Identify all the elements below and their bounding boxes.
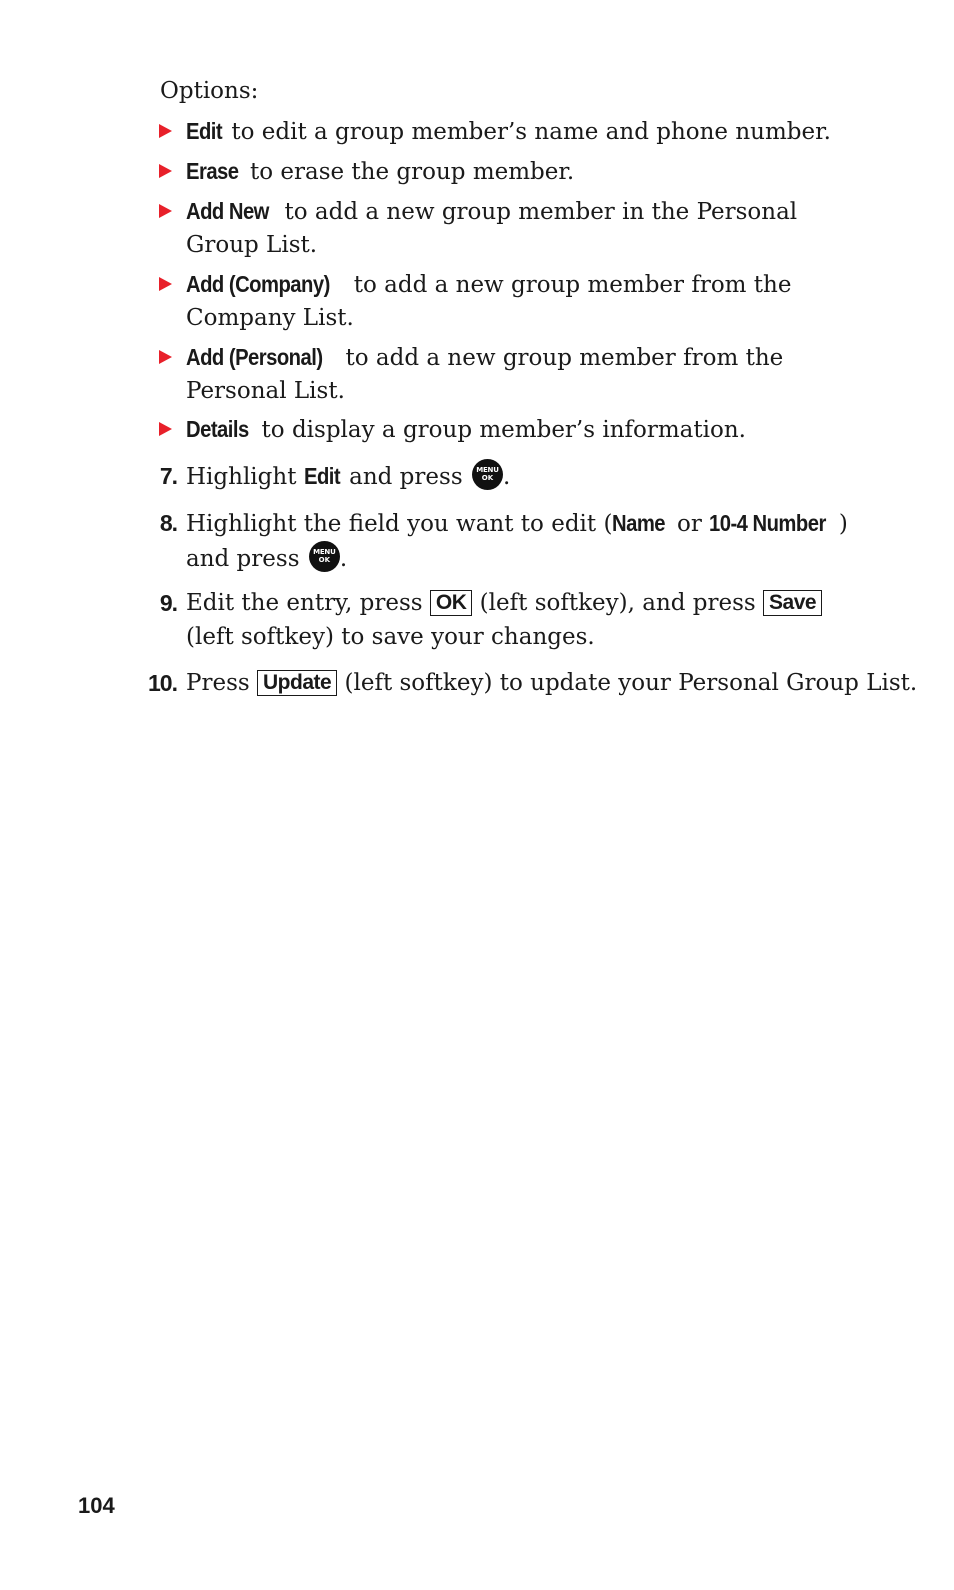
step-keyword: Name (612, 510, 666, 536)
step-text: and press (341, 464, 470, 490)
option-description: to add a new group member in the Personal Group List. (186, 199, 798, 258)
update-softkey-label: Update (257, 670, 337, 696)
step-8 (159, 506, 876, 576)
option-description: to add a new group member from the Company List. (186, 272, 792, 331)
step-text: (left softkey) to save your changes. (186, 624, 595, 650)
menu-key-label: MENU (476, 466, 499, 474)
options-heading: Options: (160, 78, 259, 104)
step-10 (148, 666, 918, 700)
menu-ok-key-icon (472, 459, 503, 490)
step-text: Highlight the field you want to edit ( (186, 511, 613, 537)
step-text: . (502, 464, 511, 490)
bullet-arrow-icon (159, 422, 172, 436)
step-keyword: Edit (303, 463, 340, 489)
option-description: to erase the group member. (242, 159, 575, 185)
step-text: or (669, 511, 710, 537)
menu-key-label: MENU (313, 548, 336, 556)
bullet-arrow-icon (159, 124, 172, 138)
option-description: to edit a group member’s name and phone number. (224, 119, 831, 145)
ok-key-label: OK (318, 556, 330, 564)
menu-ok-key-icon (309, 541, 340, 572)
step-text: . (339, 546, 348, 572)
step-7 (159, 459, 876, 494)
option-details (186, 413, 876, 447)
step-text: (left softkey) to update your Personal Group List. (337, 670, 918, 696)
step-keyword: 10-4 Number (709, 510, 826, 536)
step-text: Press (186, 670, 257, 696)
step-number: 10. (148, 670, 177, 696)
save-softkey-label: Save (763, 590, 822, 616)
option-description: to add a new group member from the Personal List. (186, 345, 784, 404)
bullet-arrow-icon (159, 164, 172, 178)
step-number: 7. (159, 463, 177, 489)
ok-softkey-label: OK (430, 590, 473, 616)
option-add-new (186, 195, 876, 262)
bullet-arrow-icon (159, 204, 172, 218)
ok-key-label: OK (481, 474, 494, 482)
step-text: (left softkey), and press (472, 590, 764, 616)
option-description: to display a group member’s information. (254, 417, 746, 443)
bullet-arrow-icon (159, 277, 172, 291)
step-text: Edit the entry, press (186, 590, 430, 616)
step-9 (159, 586, 876, 654)
step-number: 8. (159, 510, 177, 536)
option-keyword: Details (186, 416, 249, 442)
step-text: Highlight (186, 464, 304, 490)
option-keyword: Add (Personal) (186, 344, 323, 370)
option-keyword: Add (Company) (186, 271, 330, 297)
option-add-company (186, 268, 876, 335)
step-number: 9. (159, 590, 177, 616)
option-keyword: Edit (186, 118, 223, 144)
step-text: ) and press (186, 511, 848, 572)
option-keyword: Erase (186, 158, 239, 184)
page-number: 104 (78, 1493, 115, 1518)
option-add-personal (186, 341, 876, 408)
bullet-arrow-icon (159, 350, 172, 364)
option-edit (186, 115, 876, 149)
option-keyword: Add New (186, 198, 269, 224)
option-erase (186, 155, 876, 189)
